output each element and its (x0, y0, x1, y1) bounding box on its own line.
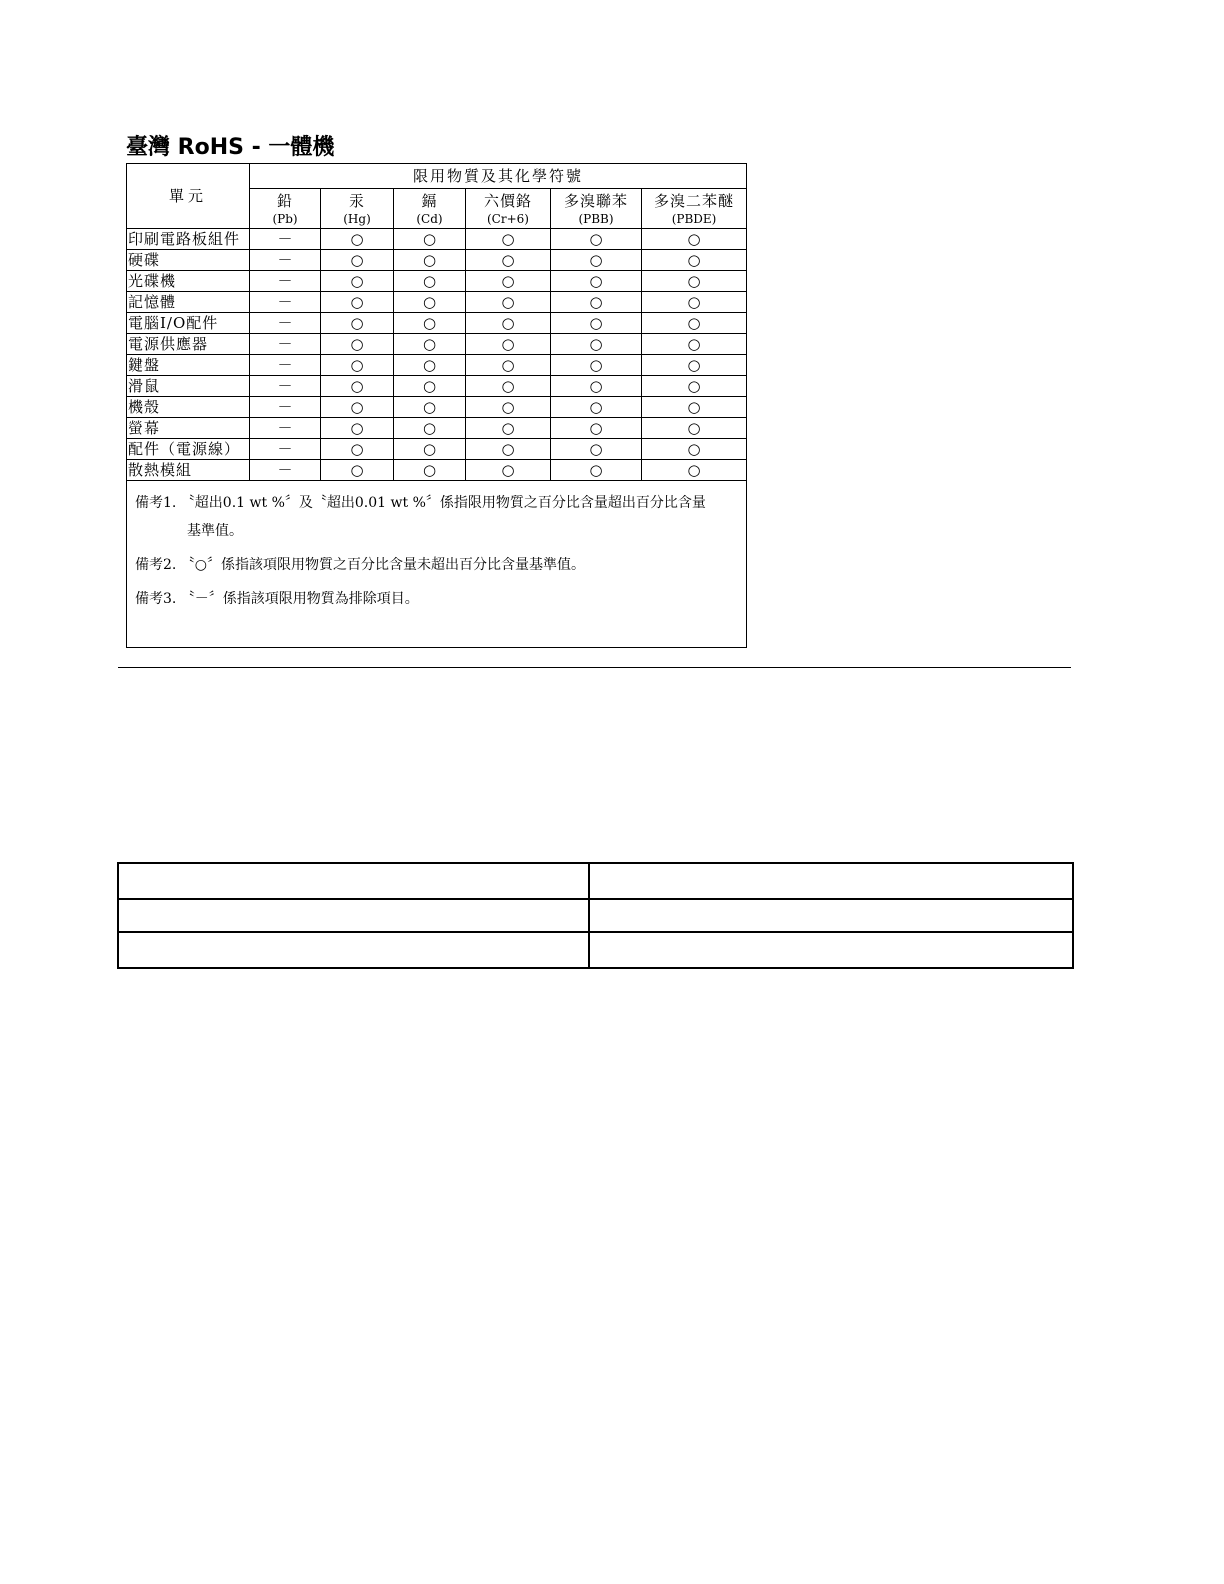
substance-mark-cell: － (250, 271, 321, 292)
note-2: 備考2. 〝○〞係指該項限用物質之百分比含量未超出百分比含量基準值。 (135, 557, 586, 573)
page-title: 臺灣 RoHS - 一體機 (126, 135, 335, 160)
substance-mark-cell: ○ (394, 439, 466, 460)
table-row (118, 899, 1073, 932)
substance-mark-cell: ○ (466, 418, 551, 439)
substance-mark-cell: ○ (466, 250, 551, 271)
part-name-cell: 螢幕 (127, 418, 250, 439)
substance-mark-cell: ○ (321, 376, 394, 397)
substance-name: 多溴聯苯 (563, 191, 628, 210)
substance-mark-cell: － (250, 229, 321, 250)
table-row (127, 271, 747, 292)
table-row (118, 863, 1073, 899)
substance-mark-cell: ○ (642, 292, 747, 313)
table-body (127, 229, 747, 481)
substance-mark-cell: ○ (321, 292, 394, 313)
substance-mark-cell: ○ (551, 313, 642, 334)
substance-header-cell (466, 189, 551, 229)
substance-header-cell (642, 189, 747, 229)
substance-mark-cell: ○ (551, 292, 642, 313)
substance-name: 鎘 (421, 191, 438, 210)
empty-table (117, 862, 1074, 969)
substance-mark-cell: ○ (551, 229, 642, 250)
table-cell (589, 863, 1073, 899)
substance-mark-cell: ○ (642, 271, 747, 292)
table-row (127, 250, 747, 271)
substance-mark-cell: ○ (466, 376, 551, 397)
substance-symbol: (PBDE) (671, 211, 717, 226)
note-1-line-2: 基準值。 (187, 523, 243, 539)
substance-mark-cell: ○ (321, 271, 394, 292)
substance-mark-cell: ○ (466, 271, 551, 292)
substance-mark-cell: ○ (321, 460, 394, 481)
table-row (118, 932, 1073, 968)
substance-mark-cell: ○ (551, 397, 642, 418)
substance-mark-cell: － (250, 439, 321, 460)
substance-mark-cell: ○ (466, 460, 551, 481)
substance-mark-cell: ○ (466, 397, 551, 418)
substance-mark-cell: ○ (394, 334, 466, 355)
substance-name: 汞 (348, 191, 365, 210)
substance-mark-cell: － (250, 250, 321, 271)
substance-mark-cell: ○ (642, 355, 747, 376)
rohs-substance-table (126, 163, 747, 648)
substance-mark-cell: ○ (321, 229, 394, 250)
substance-mark-cell: ○ (642, 250, 747, 271)
substance-symbol: (Pb) (272, 211, 298, 226)
substance-mark-cell: ○ (321, 418, 394, 439)
substance-mark-cell: ○ (394, 460, 466, 481)
substance-mark-cell: ○ (642, 229, 747, 250)
substance-mark-cell: ○ (642, 376, 747, 397)
substance-mark-cell: ○ (466, 313, 551, 334)
substance-mark-cell: ○ (321, 334, 394, 355)
substance-mark-cell: ○ (551, 271, 642, 292)
substance-mark-cell: － (250, 376, 321, 397)
table-row (127, 418, 747, 439)
substance-mark-cell: ○ (551, 418, 642, 439)
substance-mark-cell: ○ (321, 250, 394, 271)
substance-symbol: (Cr+6) (487, 211, 529, 226)
note-3: 備考3. 〝－〞係指該項限用物質為排除項目。 (135, 591, 419, 607)
substance-symbol: (PBB) (578, 211, 614, 226)
part-name-cell: 電源供應器 (127, 334, 250, 355)
notes-cell (127, 481, 747, 648)
part-name-cell: 散熱模組 (127, 460, 250, 481)
substance-mark-cell: ○ (321, 397, 394, 418)
substance-mark-cell: ○ (551, 334, 642, 355)
part-name-cell: 電腦I/O配件 (127, 313, 250, 334)
part-name-cell: 光碟機 (127, 271, 250, 292)
substance-mark-cell: － (250, 313, 321, 334)
substance-mark-cell: ○ (551, 355, 642, 376)
substance-mark-cell: ○ (551, 376, 642, 397)
substance-header-cell (250, 189, 321, 229)
substance-name: 多溴二苯醚 (654, 191, 735, 210)
substance-mark-cell: － (250, 460, 321, 481)
part-name-cell: 配件（電源線） (127, 439, 250, 460)
table-row (127, 439, 747, 460)
table-row (127, 229, 747, 250)
table-row (127, 292, 747, 313)
substance-mark-cell: ○ (642, 397, 747, 418)
substance-mark-cell: ○ (394, 376, 466, 397)
table-row (127, 313, 747, 334)
substance-mark-cell: ○ (394, 292, 466, 313)
substance-mark-cell: ○ (394, 229, 466, 250)
substance-header-cell (394, 189, 466, 229)
substance-symbol: (Hg) (343, 211, 371, 226)
substance-mark-cell: ○ (466, 292, 551, 313)
table-cell (589, 932, 1073, 968)
substance-header-cell (321, 189, 394, 229)
table-cell (589, 899, 1073, 932)
substance-mark-cell: ○ (642, 439, 747, 460)
substance-mark-cell: ○ (642, 418, 747, 439)
substance-mark-cell: ○ (321, 355, 394, 376)
substance-group-header: 限用物質及其化學符號 (250, 164, 747, 189)
substance-mark-cell: － (250, 355, 321, 376)
substance-mark-cell: ○ (642, 334, 747, 355)
substance-mark-cell: ○ (551, 460, 642, 481)
table-row (127, 376, 747, 397)
part-name-cell: 機殼 (127, 397, 250, 418)
horizontal-divider (118, 667, 1071, 668)
substance-symbol: (Cd) (416, 211, 443, 226)
substance-name: 六價鉻 (483, 191, 532, 210)
substance-mark-cell: ○ (394, 313, 466, 334)
substance-mark-cell: ○ (551, 250, 642, 271)
substance-mark-cell: ○ (466, 355, 551, 376)
table-cell (118, 899, 589, 932)
table-cell (118, 863, 589, 899)
substance-mark-cell: ○ (321, 313, 394, 334)
part-name-cell: 滑鼠 (127, 376, 250, 397)
table-row (127, 397, 747, 418)
substance-mark-cell: ○ (466, 334, 551, 355)
table-row (127, 460, 747, 481)
unit-header: 單元 (127, 164, 250, 229)
part-name-cell: 鍵盤 (127, 355, 250, 376)
table-row (127, 355, 747, 376)
note-1 (135, 493, 740, 541)
part-name-cell: 印刷電路板組件 (127, 229, 250, 250)
substance-header-cell (551, 189, 642, 229)
substance-mark-cell: ○ (394, 250, 466, 271)
substance-mark-cell: ○ (551, 439, 642, 460)
table-cell (118, 932, 589, 968)
substance-mark-cell: ○ (642, 313, 747, 334)
substance-mark-cell: ○ (321, 439, 394, 460)
part-name-cell: 記憶體 (127, 292, 250, 313)
table-row (127, 334, 747, 355)
note-1-line-1: 備考1. 〝超出0.1 wt %〞及〝超出0.01 wt %〞係指限用物質之百分比含量超出百分比含量 (135, 495, 706, 511)
substance-mark-cell: ○ (642, 460, 747, 481)
substance-name: 鉛 (276, 191, 293, 210)
substance-mark-cell: － (250, 334, 321, 355)
substance-mark-cell: ○ (394, 397, 466, 418)
substance-mark-cell: ○ (394, 418, 466, 439)
substance-mark-cell: ○ (394, 271, 466, 292)
substance-mark-cell: － (250, 397, 321, 418)
substance-mark-cell: － (250, 292, 321, 313)
substance-mark-cell: ○ (466, 439, 551, 460)
substance-mark-cell: ○ (394, 355, 466, 376)
substance-mark-cell: － (250, 418, 321, 439)
substance-mark-cell: ○ (466, 229, 551, 250)
part-name-cell: 硬碟 (127, 250, 250, 271)
